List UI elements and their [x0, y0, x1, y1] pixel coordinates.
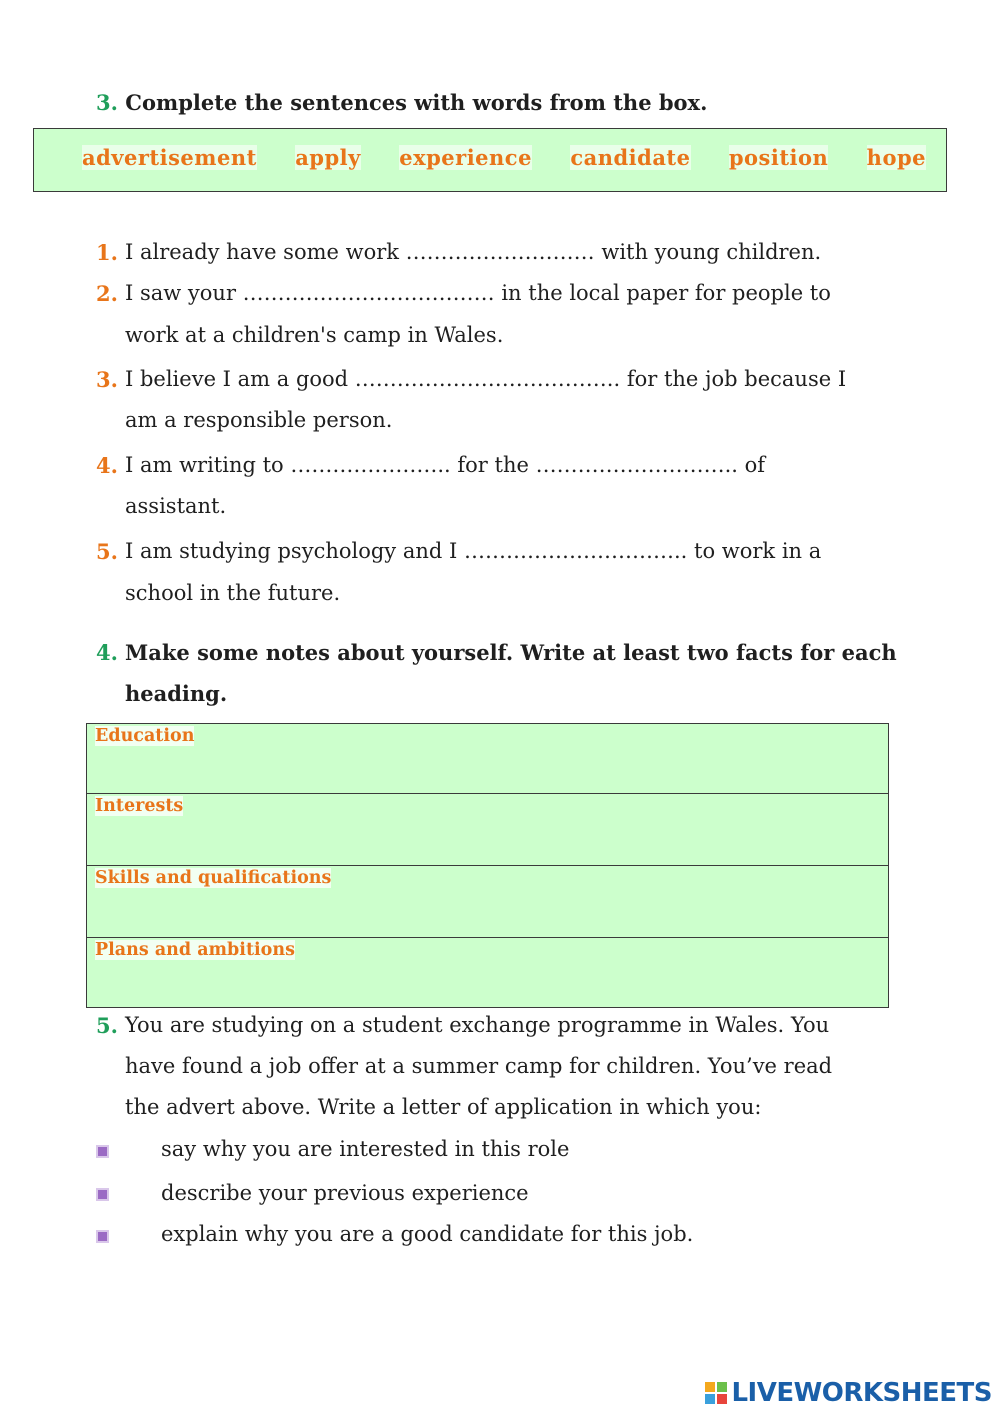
notes-table: [86, 723, 889, 1008]
sentence-number: 2.: [96, 281, 118, 306]
word-item: candidate: [570, 145, 691, 170]
exercise-instruction: heading.: [125, 681, 228, 706]
sentence-line: am a responsible person.: [125, 408, 393, 432]
sentence-line: I am studying psychology and I ………………………….. to work in a: [125, 539, 822, 563]
bullet-item: say why you are interested in this role: [161, 1137, 570, 1161]
word-list: [82, 145, 926, 170]
bullet-item: explain why you are a good candidate for this job.: [161, 1222, 694, 1246]
sentence-number: 4.: [96, 453, 118, 478]
cell-heading: Plans and ambitions: [95, 940, 295, 960]
notes-cell-skills[interactable]: [87, 866, 889, 938]
bullet-item: describe your previous experience: [161, 1181, 529, 1205]
cell-heading: Education: [95, 726, 195, 746]
exercise-instruction: Make some notes about yourself. Write at least two facts for each: [125, 640, 897, 665]
table-row: [87, 794, 889, 866]
notes-cell-interests[interactable]: [87, 794, 889, 866]
cell-heading: Skills and qualifications: [95, 868, 332, 888]
exercise-text: the advert above. Write a letter of application in which you:: [125, 1095, 762, 1119]
square-bullet-icon: [96, 1188, 109, 1201]
sentence-number: 3.: [96, 367, 118, 392]
sentence-number: 1.: [96, 240, 118, 265]
sentence-line: I saw your ……………………………… in the local paper for people to: [125, 281, 831, 305]
table-row: [87, 724, 889, 794]
table-row: [87, 938, 889, 1008]
word-box: [33, 128, 947, 192]
exercise-text: You are studying on a student exchange programme in Wales. You: [125, 1013, 830, 1037]
word-item: position: [728, 145, 829, 170]
sentence-number: 5.: [96, 539, 118, 564]
sentence-line: I believe I am a good ……………………………….. for the job because I: [125, 367, 847, 391]
exercise-number: 3.: [96, 90, 118, 115]
square-bullet-icon: [96, 1230, 109, 1243]
logo-blocks-icon: [705, 1382, 727, 1404]
cell-heading: Interests: [95, 796, 184, 816]
table-row: [87, 866, 889, 938]
sentence-line: school in the future.: [125, 581, 341, 605]
word-item: apply: [295, 145, 361, 170]
word-item: advertisement: [82, 145, 257, 170]
sentence-line: assistant.: [125, 494, 227, 518]
exercise-number: 5.: [96, 1013, 118, 1038]
liveworksheets-logo: [705, 1378, 992, 1408]
sentence-line: I already have some work ……………………… with young children.: [125, 240, 822, 264]
word-item: experience: [399, 145, 532, 170]
word-item: hope: [866, 145, 926, 170]
exercise-3-heading: [96, 90, 707, 115]
sentence-line: work at a children's camp in Wales.: [125, 323, 504, 347]
square-bullet-icon: [96, 1145, 109, 1158]
sentence-line: I am writing to ………………….. for the ……………………….. of: [125, 453, 766, 477]
exercise-instruction: Complete the sentences with words from the box.: [125, 90, 708, 115]
exercise-number: 4.: [96, 640, 118, 665]
exercise-text: have found a job offer at a summer camp for children. You’ve read: [125, 1054, 833, 1078]
logo-text: LIVEWORKSHEETS: [731, 1378, 992, 1408]
notes-cell-plans[interactable]: [87, 938, 889, 1008]
notes-cell-education[interactable]: [87, 724, 889, 794]
